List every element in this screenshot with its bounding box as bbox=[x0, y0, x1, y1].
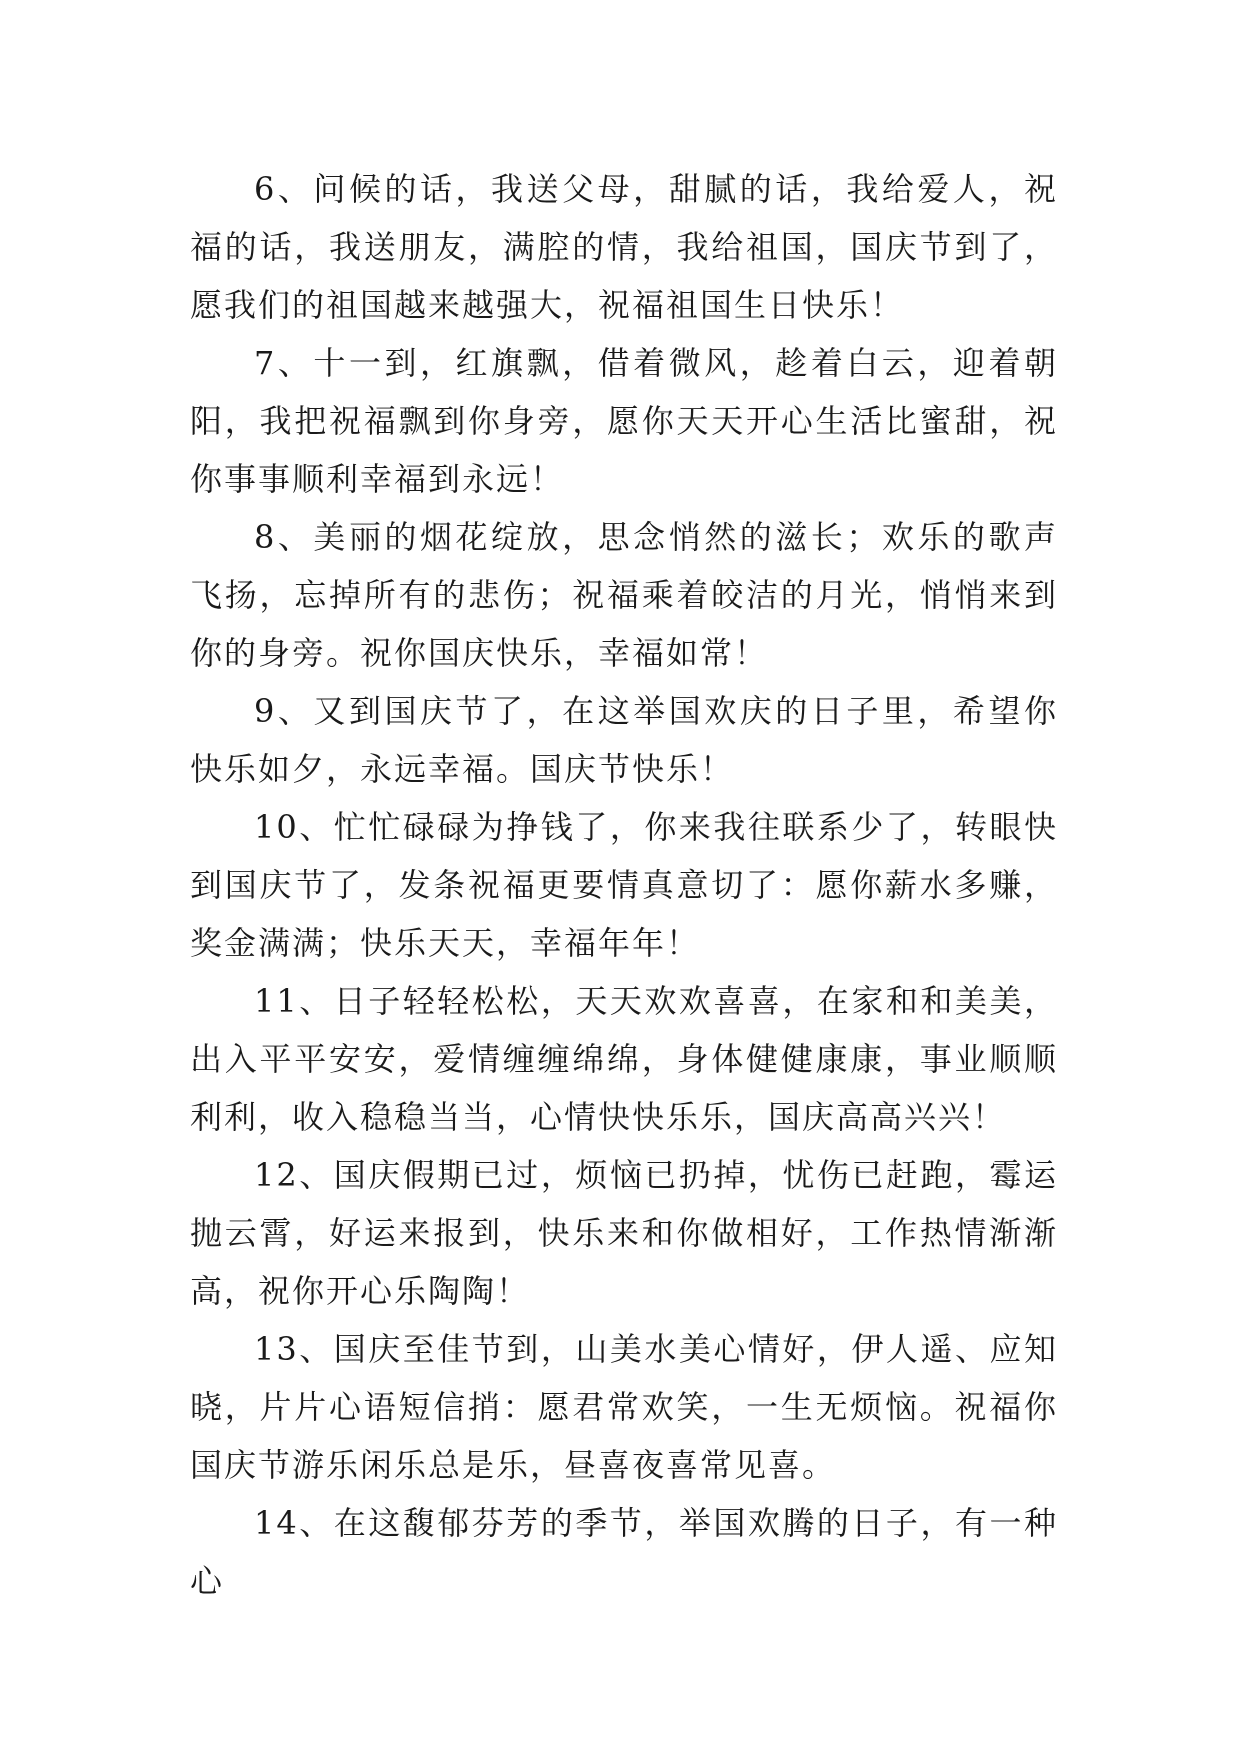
paragraph-12: 12、国庆假期已过，烦恼已扔掉，忧伤已赶跑，霉运抛云霄，好运来报到，快乐来和你做相好，工作热情渐渐高，祝你开心乐陶陶！ bbox=[190, 1156, 1058, 1310]
paragraph-10: 10、忙忙碌碌为挣钱了，你来我往联系少了，转眼快到国庆节了，发条祝福更要情真意切了：愿你薪水多赚，奖金满满；快乐天天，幸福年年！ bbox=[190, 808, 1058, 962]
document-body bbox=[190, 160, 1058, 1610]
paragraph-9: 9、又到国庆节了，在这举国欢庆的日子里，希望你快乐如夕，永远幸福。国庆节快乐！ bbox=[190, 692, 1058, 788]
paragraph-13: 13、国庆至佳节到，山美水美心情好，伊人遥、应知晓，片片心语短信捎：愿君常欢笑，一生无烦恼。祝福你国庆节游乐闲乐总是乐，昼喜夜喜常见喜。 bbox=[190, 1330, 1058, 1484]
paragraph-6: 6、问候的话，我送父母，甜腻的话，我给爱人，祝福的话，我送朋友，满腔的情，我给祖国，国庆节到了，愿我们的祖国越来越强大，祝福祖国生日快乐！ bbox=[190, 170, 1058, 324]
paragraph-7: 7、十一到，红旗飘，借着微风，趁着白云，迎着朝阳，我把祝福飘到你身旁，愿你天天开心生活比蜜甜，祝你事事顺利幸福到永远！ bbox=[190, 344, 1058, 498]
paragraph-11: 11、日子轻轻松松，天天欢欢喜喜，在家和和美美，出入平平安安，爱情缠缠绵绵，身体健健康康，事业顺顺利利，收入稳稳当当，心情快快乐乐，国庆高高兴兴！ bbox=[190, 982, 1058, 1136]
paragraph-14: 14、在这馥郁芬芳的季节，举国欢腾的日子，有一种心 bbox=[190, 1504, 1058, 1600]
paragraph-8: 8、美丽的烟花绽放，思念悄然的滋长；欢乐的歌声飞扬，忘掉所有的悲伤；祝福乘着皎洁的月光，悄悄来到你的身旁。祝你国庆快乐，幸福如常！ bbox=[190, 518, 1058, 672]
